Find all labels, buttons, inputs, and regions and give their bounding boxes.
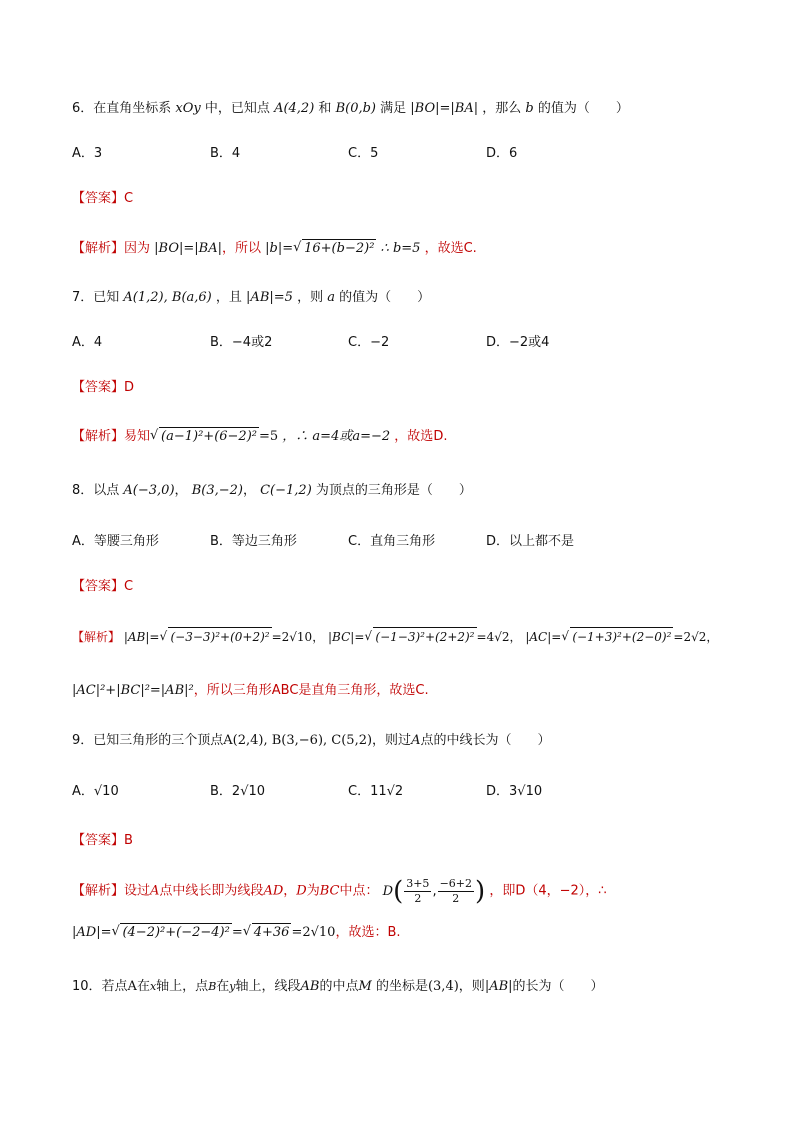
q6-option-c: C．5: [348, 146, 379, 161]
q8-bc-lhs: |BC|=: [328, 630, 365, 644]
q7-answer: [72, 377, 134, 399]
q9-option-b: B．2√10: [210, 784, 266, 799]
radicand: (−1−3)²+(2+2)²: [373, 627, 476, 646]
q8-ab-lhs: |AB|=: [123, 630, 160, 644]
analysis-var: AD: [263, 883, 284, 899]
analysis-choice: B.: [387, 925, 401, 940]
q6-stem-text: 6．在直角坐标系: [72, 101, 172, 116]
answer-label: 【答案】: [72, 380, 125, 395]
analysis-text: 是直角三角形，故选: [298, 683, 416, 698]
analysis-var: BC: [319, 883, 340, 899]
answer-value: D: [124, 380, 135, 395]
q7-variable: a: [327, 290, 335, 305]
q10-coord: (3,4): [427, 979, 459, 994]
analysis-text: 因为: [124, 241, 151, 256]
q9-option-c: C．11√2: [348, 784, 404, 799]
analysis-text: 中点：: [339, 883, 379, 899]
q6-option-d: D．6: [486, 146, 518, 161]
sqrt-expression: [364, 626, 476, 648]
q8-option-c: C．直角三角形: [348, 534, 436, 549]
answer-label: 【答案】: [72, 191, 125, 206]
q7-analysis-eq: =5: [258, 429, 279, 444]
q7-analysis: [72, 426, 447, 448]
q6-variable: b: [525, 101, 534, 116]
analysis-text: ABC: [271, 683, 299, 698]
q7-stem-text: 7．已知: [72, 290, 120, 305]
q9-answer: [72, 830, 133, 852]
q6-analysis-lhs: |b|=: [265, 241, 294, 256]
q9-ad-rhs: =2√10: [291, 925, 336, 940]
analysis-var: D: [296, 883, 307, 899]
q6-analysis-condition: |BO|=|BA|: [154, 241, 222, 256]
q9-option-d: D．3√10: [486, 784, 543, 799]
q7-points: A(1,2), B(a,6): [123, 290, 212, 305]
q8-pythagorean-eq: |AC|²+|BC|²=|AB|²: [72, 683, 194, 698]
q8-analysis-line2: [72, 680, 429, 702]
q8-option-a: A．等腰三角形: [72, 534, 159, 549]
analysis-choice: C.: [463, 241, 477, 256]
q10-y-axis: y: [229, 980, 236, 993]
sqrt-expression: [159, 626, 271, 648]
q7-stem-text: 的值为（ ）: [339, 290, 431, 305]
analysis-text: ，即: [489, 883, 516, 899]
analysis-label: 【解析】: [72, 429, 125, 444]
sqrt-expression: [561, 626, 673, 648]
sqrt-expression: [150, 426, 259, 448]
q8-ac-rhs: =2√2: [673, 630, 707, 644]
analysis-text: 设过: [124, 883, 151, 899]
analysis-text: 点中线长即为线段: [159, 883, 264, 899]
q6-stem-text: 的值为（ ）: [537, 101, 629, 116]
q10-point-b: B: [208, 980, 217, 993]
paren-close: ): [475, 876, 486, 906]
q6-coord-system: xOy: [175, 101, 201, 116]
q7-condition: |AB|=5: [246, 290, 293, 305]
analysis-var: A: [150, 883, 160, 899]
analysis-choice: C.: [415, 683, 429, 698]
analysis-label: 【解析】: [72, 630, 121, 644]
sqrt-expression: [293, 238, 376, 260]
q9-ad-lhs: |AD|=: [72, 925, 112, 940]
q9-option-a: A．√10: [72, 784, 119, 799]
analysis-text: ，故选：: [335, 925, 388, 940]
q10-stem-text: 的中点: [319, 979, 359, 994]
answer-label: 【答案】: [72, 833, 125, 848]
radicand: (a−1)²+(6−2)²: [161, 429, 257, 444]
q7-analysis-result: ，∴ a=4或a=−2: [282, 429, 391, 444]
q9-stem: [72, 730, 550, 752]
q10-stem-text: 的坐标是: [375, 979, 428, 994]
q9-points: A(2,4), B(3,−6), C(5,2): [223, 733, 373, 748]
q7-option-a: A．4: [72, 335, 103, 350]
analysis-text: D（4，−2），∴: [515, 883, 607, 899]
q10-stem-text: 在: [216, 979, 230, 994]
q9-analysis-line1: [72, 876, 607, 907]
radicand: (−3−3)²+(0+2)²: [168, 627, 271, 646]
answer-label: 【答案】: [72, 579, 125, 594]
q7-stem-text: ，且: [215, 290, 242, 305]
analysis-text: 易知: [124, 429, 151, 444]
answer-value: B: [124, 833, 133, 848]
q8-analysis-line1: 【解析】 |AB|=√ (−3−3)²+(0+2)² =2√10， |BC|=√ (−1−3)²+(2+2)² =4√2， |AC|=√ (−1+3)²+(2−0)² =2√2，: [72, 626, 718, 648]
analysis-choice: D.: [433, 429, 448, 444]
q7-option-b: B．−4或2: [210, 335, 273, 350]
radicand: (−1+3)²+(2−0)²: [570, 627, 673, 646]
q6-stem-text: 中，已知点: [204, 101, 270, 116]
q7-option-d: D．−2或4: [486, 335, 550, 350]
analysis-text: ，: [283, 883, 297, 899]
q9-analysis-line2: [72, 922, 401, 944]
answer-value: C: [124, 579, 134, 594]
q8-stem: [72, 480, 472, 502]
q6-stem-text: 满足: [380, 101, 407, 116]
q8-stem-text: 为顶点的三角形是（ ）: [315, 483, 472, 498]
analysis-label: 【解析】: [72, 241, 125, 256]
q10-stem-text: ，则: [458, 979, 485, 994]
q6-stem-text: ，那么: [482, 101, 522, 116]
midpoint-var: D: [382, 883, 394, 899]
q10-stem-text: 轴上，点: [156, 979, 209, 994]
numerator: 3+5: [406, 876, 430, 890]
denominator: 2: [452, 891, 460, 905]
q8-point-a: A(−3,0): [123, 483, 175, 498]
q10-point-a: A: [127, 979, 137, 994]
sqrt-expression: [243, 922, 292, 944]
q8-answer: [72, 576, 133, 598]
q10-abs-ab: |AB|: [484, 979, 513, 994]
analysis-text: 为: [306, 883, 320, 899]
analysis-text: ，所以: [221, 241, 261, 256]
q6-point-b: B(0,b): [335, 101, 376, 116]
q6-stem-text: 和: [318, 101, 332, 116]
fraction: [438, 877, 474, 906]
q8-stem-text: 8．以点: [72, 483, 120, 498]
q8-bc-rhs: =4√2: [476, 630, 510, 644]
sqrt-expression: [111, 922, 231, 944]
q10-stem-text: 轴上，线段: [235, 979, 301, 994]
q10-stem-text: 的长为（ ）: [512, 979, 604, 994]
q7-stem-text: ，则: [297, 290, 324, 305]
q10-stem-text: 10．若点: [72, 979, 128, 994]
q8-point-b: B(3,−2): [191, 483, 243, 498]
q6-option-a: A．3: [72, 146, 103, 161]
q6-condition: |BO|=|BA|: [410, 101, 479, 116]
q6-answer: [72, 188, 133, 210]
q9-stem-text: ，则过: [372, 733, 412, 748]
q8-separator: ，: [174, 483, 188, 498]
q8-ab-rhs: =2√10: [271, 630, 313, 644]
q6-stem: [72, 98, 629, 120]
q10-stem-text: 在: [136, 979, 150, 994]
paren-open: (: [393, 876, 404, 906]
equals: =: [231, 925, 243, 940]
radicand: 16+(b−2)²: [304, 241, 375, 256]
q10-x-axis: x: [149, 980, 157, 993]
q6-option-b: B．4: [210, 146, 241, 161]
q7-option-c: C．−2: [348, 335, 390, 350]
q10-midpoint: M: [358, 979, 372, 994]
analysis-text: ，故选: [394, 429, 434, 444]
radicand: 4+36: [253, 925, 290, 940]
q8-option-d: D．以上都不是: [486, 534, 575, 549]
q9-stem-text: 点的中线长为（ ）: [420, 733, 551, 748]
q8-separator: ，: [242, 483, 256, 498]
q9-midpoint-expr: D( $\frac{3+5}{2}$ , $\frac{-6+2}{2}$ ): [382, 876, 486, 906]
q8-point-c: C(−1,2): [260, 483, 312, 498]
q10-segment: AB: [300, 979, 320, 994]
q6-point-a: A(4,2): [274, 101, 315, 116]
denominator: 2: [414, 891, 422, 905]
analysis-text: ，所以三角形: [193, 683, 272, 698]
q8-option-b: B．等边三角形: [210, 534, 297, 549]
q8-ac-lhs: |AC|=: [525, 630, 562, 644]
q7-stem: [72, 287, 430, 309]
analysis-text: ，故选: [424, 241, 464, 256]
fraction: [404, 877, 431, 906]
analysis-label: 【解析】: [72, 883, 125, 899]
numerator: −6+2: [439, 876, 473, 890]
q9-stem-text: 9．已知三角形的三个顶点: [72, 733, 224, 748]
q9-variable: A: [411, 733, 421, 748]
radicand: (4−2)²+(−2−4)²: [122, 925, 230, 940]
q10-stem: [72, 976, 604, 998]
answer-value: C: [124, 191, 134, 206]
q6-analysis: [72, 238, 477, 260]
q6-analysis-result: ∴ b=5: [380, 241, 421, 256]
